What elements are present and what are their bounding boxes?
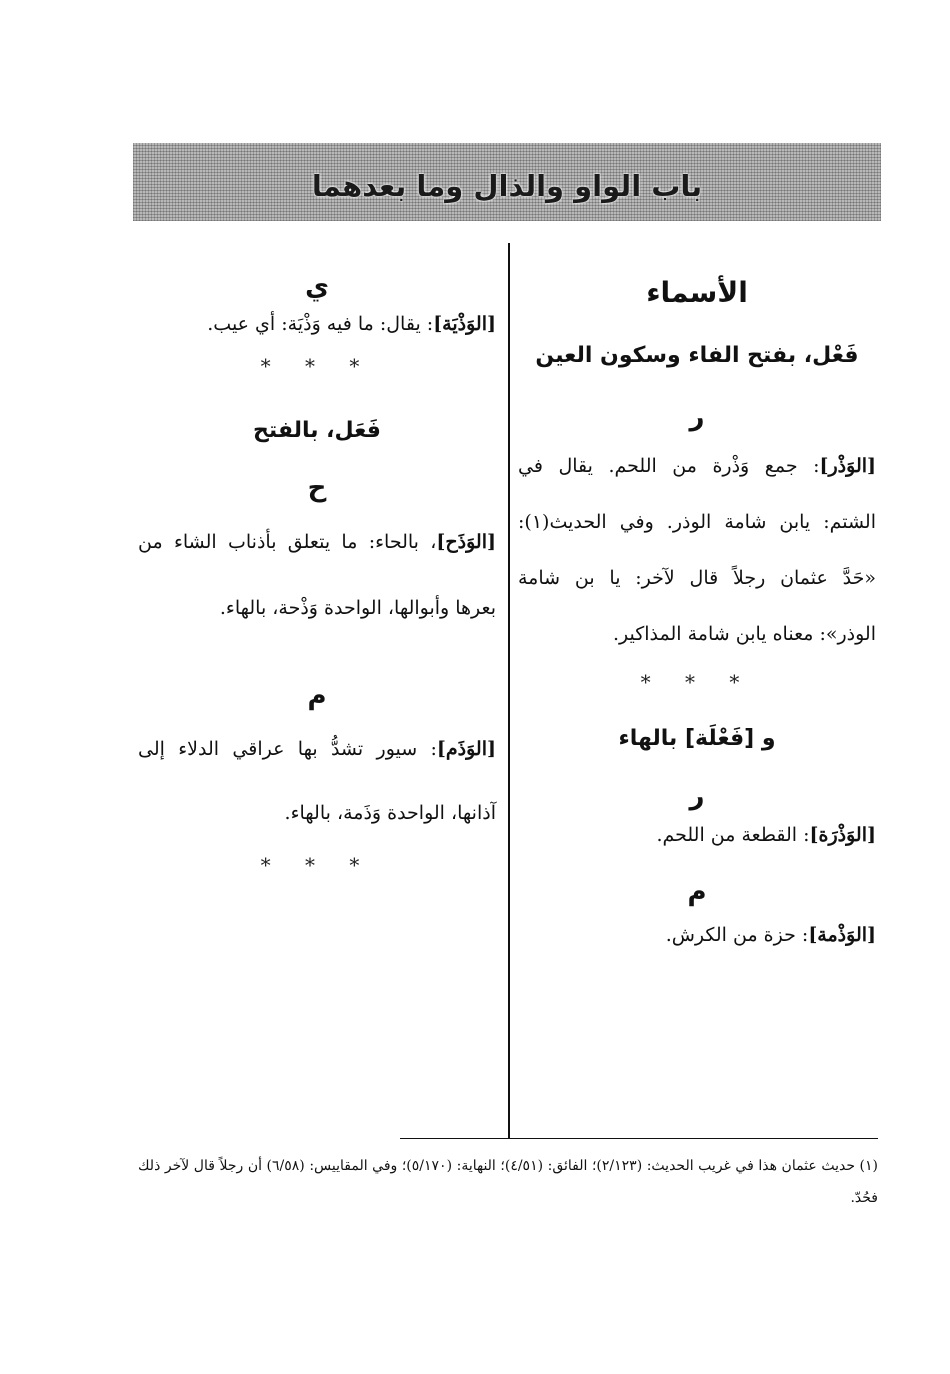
section-separator-stars: * * * <box>640 670 754 694</box>
right-column <box>518 262 876 955</box>
entry-definition: : القطعة من اللحم. <box>656 824 810 846</box>
entry-definition: : جمع وَذْرة من اللحم. يقال في الشتم: يابن شامة الوذر. وفي الحديث(١): «حَدَّ عثمان رجلاً قال لآخر: يا بن شامة الوذر»: معناه يابن شامة المذاكير. <box>518 455 876 645</box>
footnote: (١) حديث عثمان هذا في غريب الحديث: (٢/١٢٣)؛ الفائق: (٤/٥١)؛ النهاية: (٥/١٧٠)؛ وفي المقاييس: (٦/٥٨) أن رجلاً قال لآخر ذلك فحُدّ. <box>138 1158 878 1206</box>
letter-heading-mim: م <box>687 877 707 907</box>
entry-al-wadhr <box>518 438 876 662</box>
letter-heading-ra: ر <box>689 781 705 811</box>
entry-term: [الوَذْرَة] <box>809 824 876 846</box>
footnote-separator <box>400 1138 878 1139</box>
entry-al-wadhma <box>518 915 876 955</box>
section-separator-stars: * * * <box>260 853 374 877</box>
entry-al-wadah <box>138 509 496 641</box>
entry-al-wadhya <box>138 296 496 352</box>
section-title: الأسماء <box>646 276 748 309</box>
entry-term: [الوَذَم] <box>436 738 496 760</box>
section-separator-stars: * * * <box>260 354 374 378</box>
entry-term: [الوَذْمة] <box>808 924 876 946</box>
entry-definition: ، بالحاء: ما يتعلق بأذناب الشاء من بعرها وأبوالها، الواحدة وَذْحة، بالهاء. <box>138 531 496 619</box>
letter-heading-ha: ح <box>307 473 327 503</box>
subsection-title: فَعْل، بفتح الفاء وسكون العين <box>535 343 859 368</box>
entry-definition: : حزة من الكرش. <box>665 924 809 946</box>
subsection-title: و [فَعْلَة] بالهاء <box>618 726 776 751</box>
left-column <box>138 262 496 877</box>
entry-definition: : يقال: ما فيه وَذْيَة: أي عيب. <box>207 313 434 335</box>
letter-heading-mim: م <box>307 681 327 711</box>
entry-al-wadham <box>138 717 496 845</box>
entry-definition: : سيور تشدُّ بها عراقي الدلاء إلى آذانها، الواحدة وَذَمة، بالهاء. <box>138 738 496 824</box>
chapter-title: باب الواو والذال وما بعدهما <box>311 169 703 203</box>
letter-heading-ya: ي <box>305 272 329 302</box>
chapter-header-band <box>133 143 881 221</box>
entry-al-wadhra <box>518 815 876 855</box>
entry-term: [الوَذْيَة] <box>433 313 496 335</box>
entry-term: [الوَذْر] <box>819 455 876 477</box>
column-divider <box>508 243 510 1138</box>
letter-heading-ra: ر <box>689 402 705 432</box>
entry-term: [الوَذَح] <box>436 531 496 553</box>
subsection-title: فَعَل، بالفتح <box>253 418 381 443</box>
